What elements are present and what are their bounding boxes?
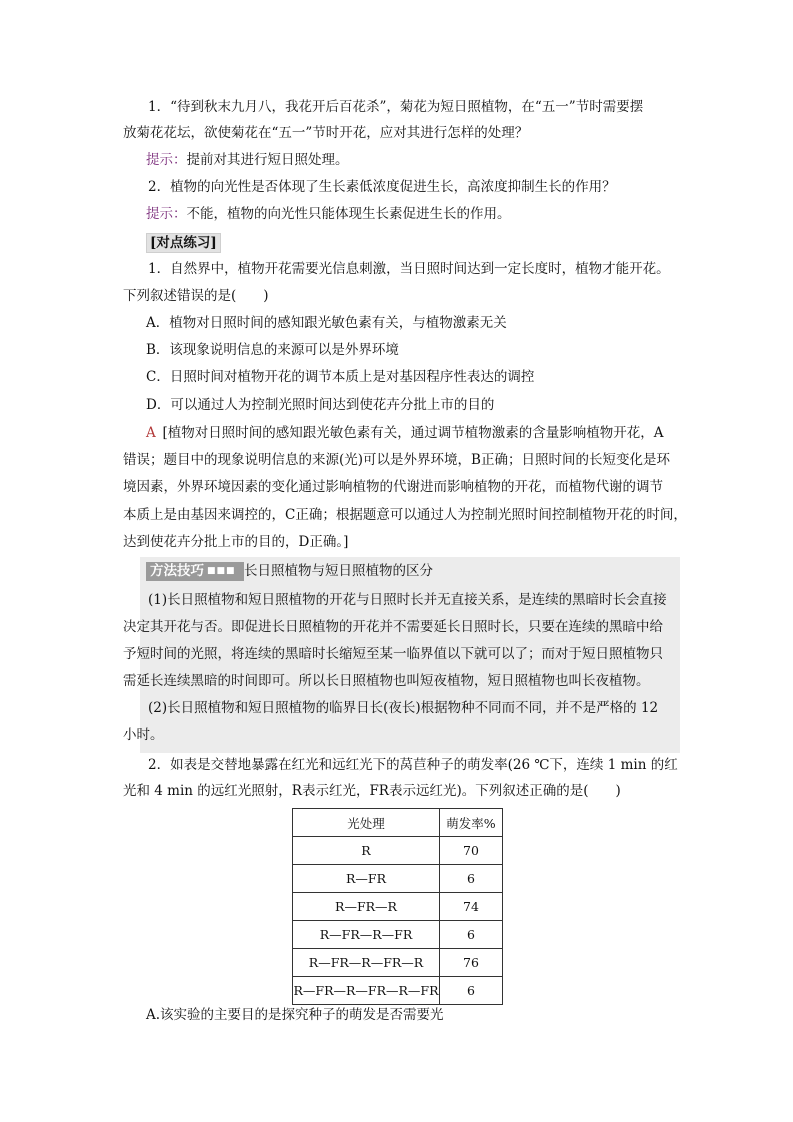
option-c: C．日照时间对植物开花的调节本质上是对基因程序性表达的调控 bbox=[146, 369, 535, 385]
table-row bbox=[293, 921, 503, 949]
option-d: D．可以通过人为控制光照时间达到使花卉分批上市的目的 bbox=[146, 397, 495, 413]
hint-label: 提示： bbox=[146, 206, 187, 222]
practice-question-2-stem-line-2: 光和 4 min 的远红光照射，R表示红光，FR表示远红光)。下列叙述正确的是( ) bbox=[123, 783, 621, 799]
method-badge-label: 方法技巧 bbox=[150, 563, 204, 579]
table-cell: 6 bbox=[440, 865, 503, 893]
method-badge bbox=[146, 562, 244, 581]
hint-text: 提前对其进行短日照处理。 bbox=[186, 152, 349, 168]
method-title: 长日照植物与短日照植物的区分 bbox=[244, 563, 433, 579]
intro-hint-1 bbox=[146, 151, 349, 169]
practice-question-2-option-a: A.该实验的主要目的是探究种子的萌发是否需要光 bbox=[146, 1007, 444, 1023]
table-cell: 70 bbox=[440, 837, 503, 865]
table-cell: 76 bbox=[440, 949, 503, 977]
answer-letter: A bbox=[146, 425, 156, 441]
table-cell: 6 bbox=[440, 977, 503, 1005]
intro-hint-2 bbox=[146, 205, 511, 223]
table-cell: R—FR bbox=[293, 865, 440, 893]
option-a: A．植物对日照时间的感知跟光敏色素有关，与植物激素无关 bbox=[146, 315, 507, 331]
answer-explanation-line-1 bbox=[146, 424, 664, 442]
table-cell: R bbox=[293, 837, 440, 865]
table-row bbox=[293, 977, 503, 1005]
answer-explanation-line-4: 本质上是由基因来调控的，C正确；根据题意可以通过人为控制光照时间控制植物开花的时间， bbox=[123, 507, 687, 523]
practice-section-tag: [对点练习] bbox=[146, 233, 221, 253]
practice-question-1-stem-line-2: 下列叙述错误的是( ) bbox=[123, 288, 269, 304]
method-para-2-line-1: (2)长日照植物和短日照植物的临界日长(夜长)根据物种不同而不同，并不是严格的 12 bbox=[148, 700, 659, 716]
table-row bbox=[293, 949, 503, 977]
method-para-1-line-4: 需延长连续黑暗的时间即可。所以长日照植物也叫短夜植物，短日照植物也叫长夜植物。 bbox=[123, 673, 650, 689]
practice-question-2-stem-line-1: 2．如表是交替地暴露在红光和远红光下的莴苣种子的萌发率(26 ℃下，连续 1 min 的红 bbox=[148, 757, 678, 773]
table-row bbox=[293, 893, 503, 921]
table-cell: R—FR—R—FR bbox=[293, 921, 440, 949]
explanation-text: [植物对日照时间的感知跟光敏色素有关，通过调节植物激素的含量影响植物开花，A bbox=[162, 425, 664, 441]
answer-explanation-line-2: 错误；题目中的现象说明信息的来源(光)可以是外界环境，B正确；日照时间的长短变化是环 bbox=[123, 452, 670, 468]
table-cell: R—FR—R—FR—R bbox=[293, 949, 440, 977]
table-header-cell: 萌发率% bbox=[440, 809, 503, 837]
table-header-cell: 光处理 bbox=[293, 809, 440, 837]
practice-question-1-stem-line-1: 1．自然界中，植物开花需要光信息刺激，当日照时间达到一定长度时，植物才能开花。 bbox=[148, 261, 670, 277]
intro-question-1-line-2: 放菊花花坛，欲使菊花在“五一”节时开花，应对其进行怎样的处理？ bbox=[123, 125, 529, 141]
table-cell: 74 bbox=[440, 893, 503, 921]
germination-table bbox=[292, 808, 503, 1005]
method-para-2-line-2: 小时。 bbox=[123, 727, 164, 743]
method-para-1-line-3: 予短时间的光照，将连续的黑暗时长缩短至某一临界值以下就可以了；而对于短日照植物只 bbox=[123, 646, 663, 662]
table-cell: R—FR—R bbox=[293, 893, 440, 921]
hint-text: 不能，植物的向光性只能体现生长素促进生长的作用。 bbox=[186, 206, 511, 222]
method-para-1-line-1: (1)长日照植物和短日照植物的开花与日照时长并无直接关系，是连续的黑暗时长会直接 bbox=[148, 592, 667, 608]
table-cell: 6 bbox=[440, 921, 503, 949]
option-b: B．该现象说明信息的来源可以是外界环境 bbox=[146, 342, 399, 358]
intro-question-2-line-1: 2．植物的向光性是否体现了生长素低浓度促进生长，高浓度抑制生长的作用？ bbox=[148, 179, 616, 195]
answer-explanation-line-5: 达到使花卉分批上市的目的，D正确。] bbox=[123, 534, 349, 550]
method-para-1-line-2: 决定其开花与否。即促进长日照植物的开花并不需要延长日照时长，只要在连续的黑暗中给 bbox=[123, 619, 663, 635]
table-row bbox=[293, 865, 503, 893]
table-row bbox=[293, 837, 503, 865]
table-header-row bbox=[293, 809, 503, 837]
table-cell: R—FR—R—FR—R—FR bbox=[293, 977, 440, 1005]
answer-explanation-line-3: 境因素，外界环境因素的变化通过影响植物的代谢进而影响植物的开花，而植物代谢的调节 bbox=[123, 479, 663, 495]
hint-label: 提示： bbox=[146, 152, 187, 168]
badge-dots-icon: ■■■ bbox=[207, 566, 236, 576]
intro-question-1-line-1: 1．“待到秋末九月八，我花开后百花杀”，菊花为短日照植物，在“五一”节时需要摆 bbox=[148, 99, 644, 115]
